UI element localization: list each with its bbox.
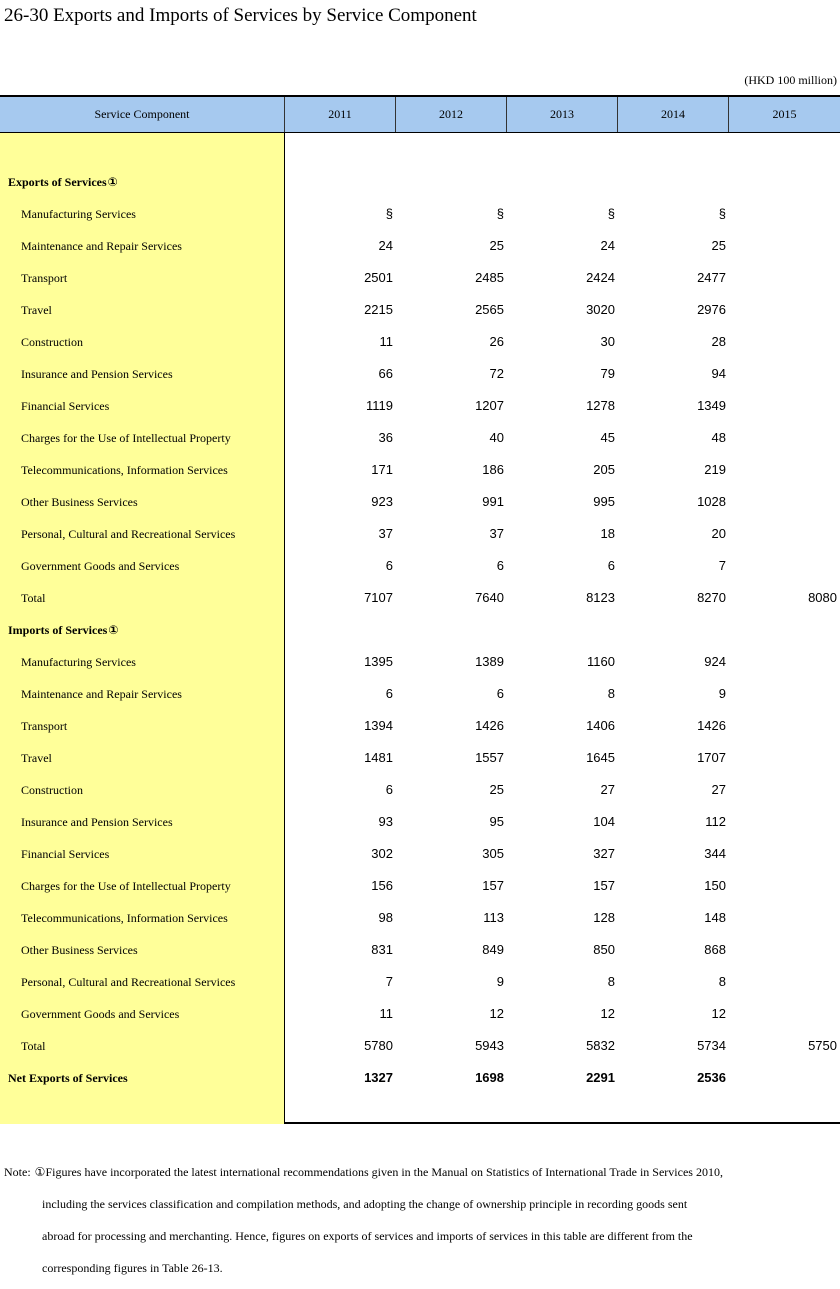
exports-row-5-label [21, 326, 83, 358]
net-exports-row [0, 1062, 840, 1094]
imports-section-heading-label [8, 614, 118, 646]
exports-row-2-value-2013: 24 [600, 238, 615, 253]
imports-row-9-value-2014: 148 [704, 910, 726, 925]
imports-row-8-value-2013: 157 [593, 878, 615, 893]
exports-row-8-value-2012: 40 [489, 430, 504, 445]
imports-row-9-value-2015 [734, 902, 837, 934]
imports-row-4 [0, 742, 840, 774]
exports-row-6-value-2014: 94 [711, 366, 726, 381]
exports-row-3-label [21, 262, 67, 294]
exports-section-heading-label [8, 166, 118, 198]
exports-row-4 [0, 294, 840, 326]
exports-row-13-value-2013: 8123 [586, 590, 615, 605]
exports-row-8-value-2014: 48 [711, 430, 726, 445]
imports-row-7-label-text: Financial Services [21, 847, 110, 861]
imports-row-11-label-text: Personal, Cultural and Recreational Services [21, 975, 236, 989]
exports-row-13-value-2014: 8270 [697, 590, 726, 605]
imports-row-11-value-2014: 8 [718, 974, 726, 989]
imports-row-2-label [21, 678, 182, 710]
exports-row-2-value-2014: 25 [711, 238, 726, 253]
exports-row-7-value-2015 [734, 390, 837, 422]
imports-row-9-label-text: Telecommunications, Information Services [21, 911, 228, 925]
exports-row-4-label-text: Travel [21, 303, 52, 317]
footnote [4, 1161, 836, 1289]
imports-row-12-value-2011: 11 [379, 1006, 393, 1021]
imports-row-8-label-text: Charges for the Use of Intellectual Property [21, 879, 231, 893]
imports-row-10-value-2011: 831 [371, 942, 393, 957]
imports-row-13-value-2013: 5832 [586, 1038, 615, 1053]
exports-row-5-value-2012: 26 [489, 334, 504, 349]
exports-row-1-label-text: Manufacturing Services [21, 207, 136, 221]
exports-row-10-label-text: Other Business Services [21, 495, 138, 509]
exports-row-2-label [21, 230, 182, 262]
exports-section-heading-marker: ① [107, 175, 118, 189]
imports-row-6-value-2015 [734, 806, 837, 838]
exports-row-13-label-text: Total [21, 591, 46, 605]
imports-section-heading [0, 614, 840, 646]
exports-row-10-value-2013: 995 [593, 494, 615, 509]
imports-row-2 [0, 678, 840, 710]
exports-row-12-value-2013: 6 [607, 558, 615, 573]
imports-row-6-value-2013: 104 [593, 814, 615, 829]
exports-row-3-value-2013: 2424 [586, 270, 615, 285]
exports-row-6-label-text: Insurance and Pension Services [21, 367, 173, 381]
exports-row-3-value-2014: 2477 [697, 270, 726, 285]
footnote-line-2: including the services classification and compilation methods, and adopting the change of ownership principle in recording goods sent [42, 1197, 688, 1211]
imports-row-7-label [21, 838, 109, 870]
imports-row-13-value-2011: 5780 [364, 1038, 393, 1053]
exports-row-11-value-2011: 37 [378, 526, 393, 541]
exports-row-6-value-2012: 72 [489, 366, 504, 381]
imports-row-9-label [21, 902, 228, 934]
net-exports-row-label [8, 1062, 128, 1094]
imports-row-2-value-2015 [734, 678, 837, 710]
exports-row-7-value-2011: 1119 [366, 398, 393, 413]
imports-row-3-value-2013: 1406 [586, 718, 615, 733]
exports-row-7 [0, 390, 840, 422]
imports-row-2-value-2012: 6 [496, 686, 504, 701]
exports-section-heading-label-text: Exports of Services [8, 175, 107, 189]
imports-row-3-value-2014: 1426 [697, 718, 726, 733]
exports-row-1 [0, 198, 840, 230]
unit-label: (HKD 100 million) [744, 73, 837, 87]
exports-row-13 [0, 582, 840, 614]
exports-row-6-value-2015 [734, 358, 837, 390]
exports-row-8 [0, 422, 840, 454]
imports-row-4-value-2015 [734, 742, 837, 774]
imports-row-10-value-2013: 850 [593, 942, 615, 957]
exports-row-12 [0, 550, 840, 582]
exports-row-8-value-2013: 45 [600, 430, 615, 445]
table-header [0, 97, 840, 133]
imports-row-1-value-2012: 1389 [475, 654, 504, 669]
exports-row-13-value-2011: 7107 [364, 590, 393, 605]
imports-row-8-value-2011: 156 [371, 878, 393, 893]
imports-row-11-value-2011: 7 [385, 974, 393, 989]
exports-row-2-label-text: Maintenance and Repair Services [21, 239, 182, 253]
imports-row-13-label-text: Total [21, 1039, 46, 1053]
imports-row-2-label-text: Maintenance and Repair Services [21, 687, 182, 701]
exports-row-6-label [21, 358, 173, 390]
imports-row-13-value-2014: 5734 [697, 1038, 726, 1053]
exports-row-2-value-2015 [734, 230, 837, 262]
exports-row-11-value-2015 [734, 518, 837, 550]
imports-row-12-value-2013: 12 [600, 1006, 615, 1021]
imports-row-7-value-2011: 302 [371, 846, 393, 861]
exports-row-13-value-2015: 8080 [808, 590, 837, 605]
imports-row-3 [0, 710, 840, 742]
exports-row-11-value-2014: 20 [711, 526, 726, 541]
exports-row-1-value-2014: § [718, 206, 726, 221]
imports-row-10 [0, 934, 840, 966]
exports-row-7-value-2013: 1278 [586, 398, 615, 413]
imports-row-13-value-2015: 5750 [808, 1038, 837, 1053]
net-exports-row-label-text: Net Exports of Services [8, 1071, 128, 1085]
exports-row-10-label [21, 486, 138, 518]
exports-row-4-value-2012: 2565 [475, 302, 504, 317]
imports-row-12-label-text: Government Goods and Services [21, 1007, 180, 1021]
footnote-prefix: Note: [4, 1165, 34, 1179]
net-exports-row-value-2014: 2536 [697, 1070, 726, 1085]
imports-row-7-value-2012: 305 [482, 846, 504, 861]
exports-row-3-value-2012: 2485 [475, 270, 504, 285]
imports-row-10-label [21, 934, 138, 966]
exports-row-4-value-2013: 3020 [586, 302, 615, 317]
exports-row-9-value-2013: 205 [593, 462, 615, 477]
imports-row-5 [0, 774, 840, 806]
imports-section-heading-marker: ① [108, 623, 119, 637]
imports-section-heading-label-text: Imports of Services [8, 623, 108, 637]
exports-row-13-value-2012: 7640 [475, 590, 504, 605]
imports-row-4-value-2014: 1707 [697, 750, 726, 765]
exports-row-5-value-2013: 30 [600, 334, 615, 349]
imports-row-5-value-2011: 6 [385, 782, 393, 797]
footnote-marker: ① [34, 1165, 46, 1179]
imports-row-7 [0, 838, 840, 870]
imports-row-4-value-2013: 1645 [586, 750, 615, 765]
imports-row-10-value-2015 [734, 934, 837, 966]
exports-row-12-label-text: Government Goods and Services [21, 559, 180, 573]
imports-row-8 [0, 870, 840, 902]
imports-row-8-value-2015 [734, 870, 837, 902]
imports-row-12-label [21, 998, 179, 1030]
imports-row-1-value-2011: 1395 [364, 654, 393, 669]
imports-row-1-value-2015 [734, 646, 837, 678]
header-year-2015: 2015 [772, 107, 797, 121]
exports-row-9 [0, 454, 840, 486]
exports-row-9-value-2011: 171 [371, 462, 393, 477]
net-exports-row-value-2015 [734, 1062, 837, 1094]
imports-row-6-value-2014: 112 [705, 814, 726, 829]
imports-row-12-value-2012: 12 [489, 1006, 504, 1021]
header-year-2011: 2011 [285, 97, 396, 132]
imports-row-1-value-2014: 924 [704, 654, 726, 669]
imports-row-1-value-2013: 1160 [587, 654, 615, 669]
imports-row-10-value-2012: 849 [482, 942, 504, 957]
imports-row-1 [0, 646, 840, 678]
imports-row-9-value-2011: 98 [378, 910, 393, 925]
imports-row-13-label [21, 1030, 46, 1062]
imports-row-12 [0, 998, 840, 1030]
header-year-2012: 2012 [396, 97, 507, 132]
imports-row-5-value-2013: 27 [600, 782, 615, 797]
header-year-2014: 2014 [618, 97, 729, 132]
imports-row-3-value-2012: 1426 [475, 718, 504, 733]
exports-row-4-value-2014: 2976 [697, 302, 726, 317]
imports-row-9-value-2012: 113 [483, 910, 504, 925]
exports-row-10-value-2014: 1028 [697, 494, 726, 509]
imports-row-2-value-2011: 6 [385, 686, 393, 701]
exports-row-5 [0, 326, 840, 358]
exports-section-heading [0, 166, 840, 198]
exports-row-4-value-2011: 2215 [364, 302, 393, 317]
exports-row-3-value-2015 [734, 262, 837, 294]
exports-row-3-value-2011: 2501 [364, 270, 393, 285]
exports-row-12-value-2012: 6 [496, 558, 504, 573]
footnote-line-4: corresponding figures in Table 26-13. [42, 1261, 223, 1275]
imports-row-8-value-2012: 157 [482, 878, 504, 893]
imports-row-6-value-2011: 93 [378, 814, 393, 829]
exports-row-1-value-2013: § [607, 206, 615, 221]
exports-row-6-value-2013: 79 [600, 366, 615, 381]
exports-row-11-label [21, 518, 235, 550]
exports-row-9-label [21, 454, 228, 486]
exports-row-12-value-2011: 6 [385, 558, 393, 573]
exports-row-10 [0, 486, 840, 518]
imports-row-11-value-2015 [734, 966, 837, 998]
exports-row-7-label [21, 390, 109, 422]
net-exports-row-value-2012: 1698 [475, 1070, 504, 1085]
net-exports-row-value-2013: 2291 [586, 1070, 615, 1085]
exports-row-13-label [21, 582, 46, 614]
exports-row-4-value-2015 [734, 294, 837, 326]
imports-row-2-value-2013: 8 [607, 686, 615, 701]
exports-row-3-label-text: Transport [21, 271, 68, 285]
net-exports-row-value-2011: 1327 [364, 1070, 393, 1085]
imports-row-4-label-text: Travel [21, 751, 52, 765]
imports-row-4-value-2011: 1481 [364, 750, 393, 765]
exports-row-4-label [21, 294, 52, 326]
imports-row-3-value-2011: 1394 [364, 718, 393, 733]
exports-row-9-label-text: Telecommunications, Information Services [21, 463, 228, 477]
imports-row-11-value-2013: 8 [607, 974, 615, 989]
imports-row-4-label [21, 742, 52, 774]
imports-row-13-value-2012: 5943 [475, 1038, 504, 1053]
imports-row-6 [0, 806, 840, 838]
exports-row-1-value-2015 [734, 198, 837, 230]
imports-row-12-value-2015 [734, 998, 837, 1030]
imports-row-13 [0, 1030, 840, 1062]
exports-row-6 [0, 358, 840, 390]
imports-row-3-label [21, 710, 67, 742]
exports-row-7-value-2014: 1349 [697, 398, 726, 413]
imports-row-11-value-2012: 9 [496, 974, 504, 989]
exports-row-8-value-2011: 36 [378, 430, 393, 445]
imports-row-5-label [21, 774, 83, 806]
exports-row-8-label [21, 422, 231, 454]
exports-row-5-value-2011: 11 [379, 334, 393, 349]
imports-row-10-value-2014: 868 [704, 942, 726, 957]
exports-row-7-value-2012: 1207 [475, 398, 504, 413]
exports-row-11-label-text: Personal, Cultural and Recreational Services [21, 527, 236, 541]
header-service-component: Service Component [0, 97, 285, 132]
exports-row-2-value-2011: 24 [378, 238, 393, 253]
imports-row-7-value-2013: 327 [593, 846, 615, 861]
header-year-2013: 2013 [507, 97, 618, 132]
exports-row-10-value-2015 [734, 486, 837, 518]
exports-row-8-label-text: Charges for the Use of Intellectual Property [21, 431, 231, 445]
exports-row-9-value-2015 [734, 454, 837, 486]
imports-row-8-label [21, 870, 231, 902]
exports-row-11 [0, 518, 840, 550]
imports-row-5-value-2012: 25 [489, 782, 504, 797]
imports-row-11 [0, 966, 840, 998]
imports-row-7-value-2014: 344 [704, 846, 726, 861]
page-title: 26-30 Exports and Imports of Services by Service Component [4, 5, 477, 26]
imports-row-10-label-text: Other Business Services [21, 943, 138, 957]
imports-row-5-value-2015 [734, 774, 837, 806]
imports-row-12-value-2014: 12 [711, 1006, 726, 1021]
imports-row-5-value-2014: 27 [711, 782, 726, 797]
exports-row-1-label [21, 198, 136, 230]
imports-row-5-label-text: Construction [21, 783, 83, 797]
exports-row-7-label-text: Financial Services [21, 399, 110, 413]
imports-row-9 [0, 902, 840, 934]
imports-row-1-label [21, 646, 136, 678]
imports-row-9-value-2013: 128 [593, 910, 615, 925]
imports-row-3-value-2015 [734, 710, 837, 742]
services-table [0, 95, 840, 1124]
exports-row-10-value-2011: 923 [371, 494, 393, 509]
exports-row-12-value-2015 [734, 550, 837, 582]
footnote-line-3: abroad for processing and merchanting. Hence, figures on exports of services and imports of services in this table are different from the [42, 1229, 693, 1243]
imports-row-4-value-2012: 1557 [475, 750, 504, 765]
exports-row-5-value-2014: 28 [711, 334, 726, 349]
imports-row-3-label-text: Transport [21, 719, 68, 733]
exports-row-5-value-2015 [734, 326, 837, 358]
exports-row-8-value-2015 [734, 422, 837, 454]
exports-row-11-value-2013: 18 [600, 526, 615, 541]
exports-row-1-value-2011: § [385, 206, 393, 221]
exports-row-9-value-2014: 219 [704, 462, 726, 477]
exports-row-9-value-2012: 186 [482, 462, 504, 477]
imports-row-11-label [21, 966, 235, 998]
exports-row-12-label [21, 550, 179, 582]
imports-row-6-value-2012: 95 [489, 814, 504, 829]
exports-row-12-value-2014: 7 [718, 558, 726, 573]
footnote-line-1 [4, 1161, 836, 1193]
footnote-text-1: Figures have incorporated the latest international recommendations given in the Manual on Statistics of International Trade in Services 2010, [45, 1165, 723, 1179]
exports-row-2 [0, 230, 840, 262]
imports-row-1-label-text: Manufacturing Services [21, 655, 136, 669]
exports-row-10-value-2012: 991 [482, 494, 504, 509]
exports-row-3 [0, 262, 840, 294]
exports-row-5-label-text: Construction [21, 335, 83, 349]
imports-row-6-label [21, 806, 173, 838]
exports-row-11-value-2012: 37 [489, 526, 504, 541]
imports-row-8-value-2014: 150 [704, 878, 726, 893]
imports-row-2-value-2014: 9 [718, 686, 726, 701]
imports-row-7-value-2015 [734, 838, 837, 870]
exports-row-1-value-2012: § [496, 206, 504, 221]
exports-row-6-value-2011: 66 [378, 366, 393, 381]
imports-row-6-label-text: Insurance and Pension Services [21, 815, 173, 829]
exports-row-2-value-2012: 25 [489, 238, 504, 253]
